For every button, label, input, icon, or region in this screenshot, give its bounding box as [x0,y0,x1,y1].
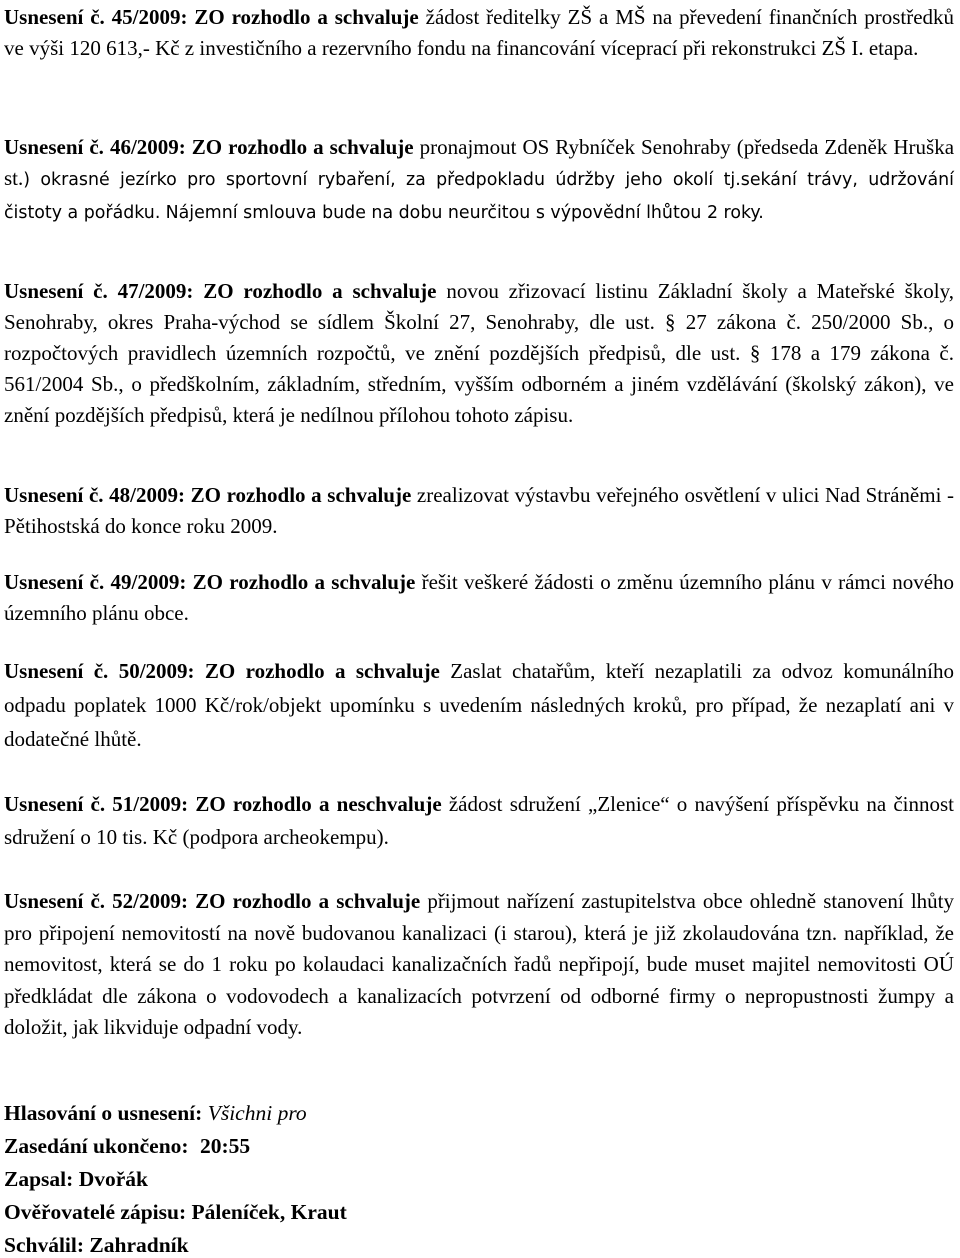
resolution-51 [4,788,954,854]
verifiers-value: Páleníček, Kraut [191,1200,347,1224]
end-time-line [4,1134,250,1159]
resolution-number: 48/2009: [109,483,185,507]
resolution-number: 51/2009: [112,792,189,816]
resolution-number: 49/2009: [110,570,187,594]
verifiers-label: Ověřovatelé zápisu: [4,1200,187,1224]
resolution-text-end: Nájemní smlouva bude na dobu neurčitou s výpovědní lhůtou 2 roky. [165,203,764,223]
approver-line [4,1233,189,1258]
recorder-line [4,1167,148,1192]
resolution-verb: ZO rozhodlo a schvaluje [191,135,414,159]
end-time-label: Zasedání ukončeno: [4,1134,189,1158]
end-time-value: 20:55 [199,1134,251,1158]
resolution-verb: ZO rozhodlo a schvaluje [204,659,440,683]
resolution-text: novou zřizovací listinu Základní školy a Mateřské školy, Senohraby, okres Praha-východ se sídlem Školní 27, Senohraby, dle ust. § 27 zákona č. 250/2000 Sb., o rozpočtových pravidlech územních rozpočtů, ve znění pozdějších předpisů, dle ust. § 178 a 179 zákona č. 561/2004 Sb., o předškolním, základním, středním, vyšším odborném a jiném vzdělávání (školský zákon), ve znění pozdějších předpisů, která je nedílnou přílohou tohoto zápisu. [4,279,955,427]
vote-label: Hlasování o usnesení: [4,1101,203,1125]
resolution-text: žádost ředitelky ZŠ a MŠ na převedení finančních prostředků ve výši 120 613,- Kč z investičního a rezervního fondu na financování víceprací při rekonstrukci ZŠ I. etapa. [4,5,955,60]
resolution-verb: ZO rozhodlo a schvaluje [203,279,437,303]
resolution-verb: ZO rozhodlo a schvaluje [190,483,412,507]
resolution-number: 52/2009: [112,889,188,913]
resolution-text: řešit veškeré žádosti o změnu územního plánu v rámci nového územního plánu obce. [4,570,955,625]
resolution-45 [4,2,954,64]
resolution-number: 45/2009: [111,5,188,29]
verifiers-line [4,1200,347,1225]
resolution-text: zrealizovat výstavbu veřejného osvětlení v ulici Nad Stráněmi - Pětihostská do konce roku 2009. [4,483,955,538]
resolution-prefix: Usnesení č. [4,889,106,913]
resolution-number: 46/2009: [109,135,186,159]
vote-value: Všichni pro [207,1101,307,1125]
recorder-label: Zapsal: [4,1167,74,1191]
resolution-number: 50/2009: [118,659,195,683]
resolution-text: pronajmout OS Rybníček Senohraby (předseda Zdeněk Hruška st. [4,135,955,190]
resolution-prefix: Usnesení č. [4,5,105,29]
resolution-verb: ZO rozhodlo a schvaluje [194,5,419,29]
resolution-46 [4,132,954,229]
resolution-text: Zaslat chatařům, kteří nezaplatili za odvoz komunálního odpadu poplatek 1000 Kč/rok/objekt upomínku s uvedením následných kroků, pro případ, že nezaplatí ani v dodatečné lhůtě. [4,659,955,751]
resolution-49 [4,567,954,629]
resolution-prefix: Usnesení č. [4,792,106,816]
resolution-prefix: Usnesení č. [4,570,105,594]
resolution-prefix: Usnesení č. [4,135,104,159]
approver-value: Zahradník [89,1233,189,1257]
resolution-prefix: Usnesení č. [4,483,104,507]
resolution-47 [4,276,954,431]
resolution-verb: ZO rozhodlo a schvaluje [192,570,416,594]
resolution-text-cont: ) okrasné jezírko pro sportovní rybaření, za předpokladu údržby jeho okolí tj.sekání trávy, udržování čistoty a pořádku. [4,170,954,223]
recorder-value: Dvořák [78,1167,148,1191]
resolution-verb: ZO rozhodlo a schvaluje [195,889,421,913]
approver-label: Schválil: [4,1233,85,1257]
resolution-50 [4,654,954,756]
resolution-prefix: Usnesení č. [4,659,109,683]
resolution-48 [4,480,954,542]
vote-line [4,1101,307,1126]
resolution-verb: ZO rozhodlo a neschvaluje [195,792,442,816]
resolution-text: žádost sdružení „Zlenice“ o navýšení příspěvku na činnost sdružení o 10 tis. Kč (podpora archeokempu). [4,792,955,849]
resolution-52 [4,886,954,1044]
resolution-number: 47/2009: [117,279,194,303]
resolution-prefix: Usnesení č. [4,279,108,303]
resolution-text: přijmout nařízení zastupitelstva obce ohledně stanovení lhůty pro připojení nemovitostí na nově budovanou kanalizaci (i starou), která je již zkolaudována tzn. například, že nemovitost, která se do 1 roku po kolaudaci kanalizačních řadů nepřipojí, bude muset majitel nemovitosti OÚ předkládat dle zákona o vodovodech a kanalizacích potvrzení od odborné firmy o nepropustnosti žumpy a doložit, jak likviduje odpadní vody. [4,889,954,1039]
